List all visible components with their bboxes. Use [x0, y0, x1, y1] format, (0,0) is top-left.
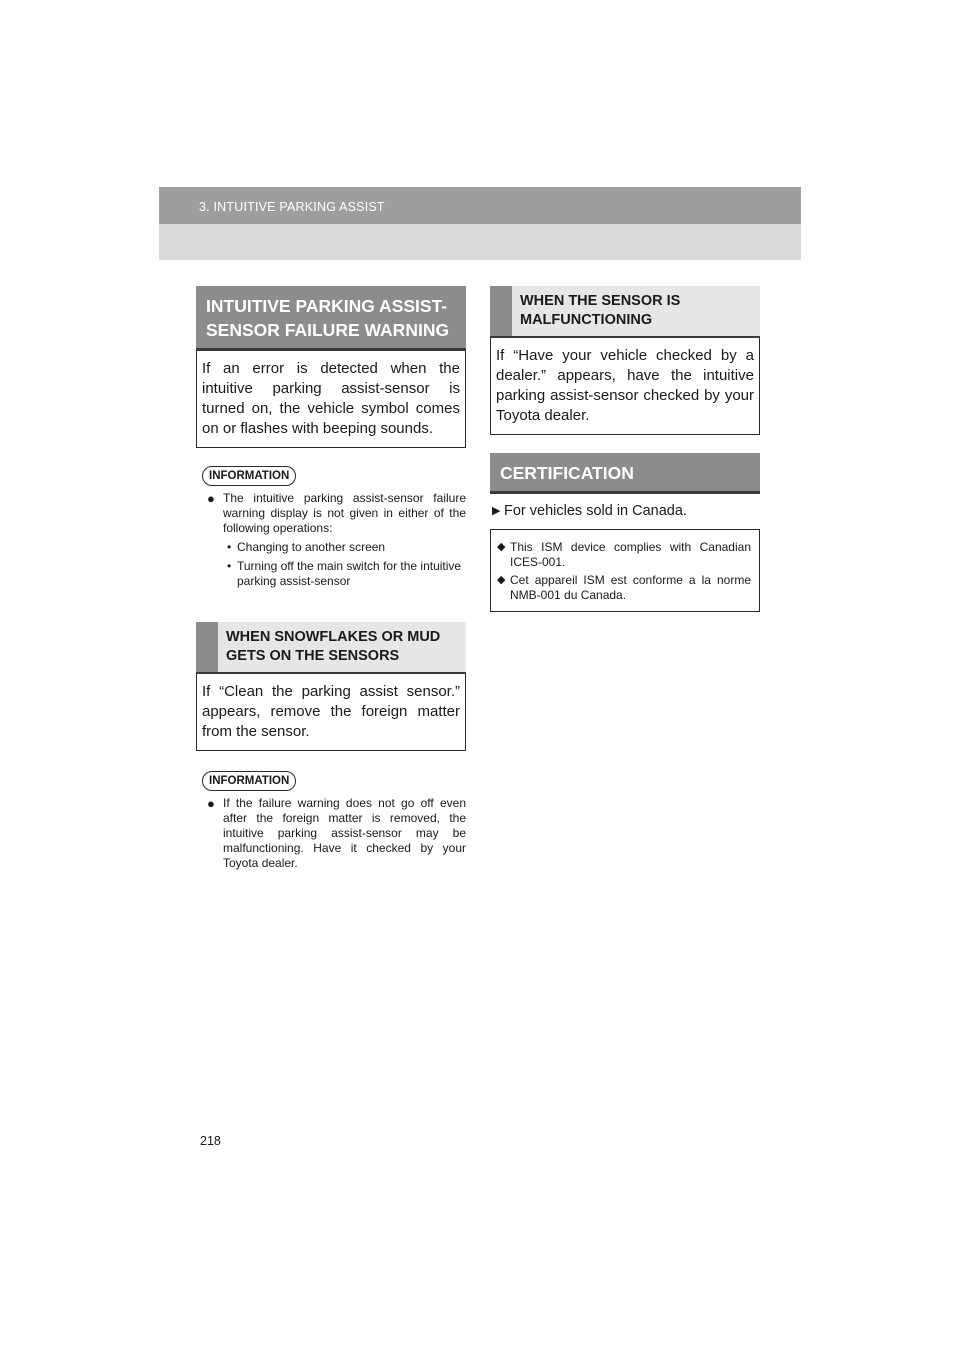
subsection-snowflakes [196, 622, 466, 751]
section-certification [490, 453, 760, 494]
malfunctioning-text: If “Have your vehicle checked by a dealer.” appears, have the intuitive parking assist-sensor checked by your Toyota dealer. [490, 338, 760, 435]
information-block-2 [202, 771, 466, 871]
snowflakes-text: If “Clean the parking assist sensor.” appears, remove the foreign matter from the sensor. [196, 674, 466, 751]
canada-line [492, 502, 760, 521]
information-badge: INFORMATION [202, 771, 296, 791]
information-block-1 [202, 466, 466, 589]
info-text: The intuitive parking assist-sensor failure warning display is not given in either of the following operations: [223, 491, 466, 535]
information-badge: INFORMATION [202, 466, 296, 486]
page-number: 218 [200, 1134, 221, 1148]
sub-bullet-icon: • [227, 559, 232, 573]
right-column [490, 286, 760, 612]
left-column [196, 286, 466, 871]
bullet-dot-icon: ● [207, 491, 215, 506]
diamond-bullet-icon: ◆ [497, 541, 506, 553]
section-title-failure-warning: INTUITIVE PARKING ASSIST-SENSOR FAILURE WARNING [196, 286, 466, 348]
triangle-right-icon: ▶ [492, 505, 501, 517]
chapter-header-band [159, 224, 801, 260]
failure-warning-text: If an error is detected when the intuitive parking assist-sensor is turned on, the vehicle symbol comes on or flashes with beeping sounds. [196, 351, 466, 448]
section-title-certification: CERTIFICATION [490, 453, 760, 491]
sub-bullet-icon: • [227, 540, 232, 554]
info-subitem: Turning off the main switch for the intuitive parking assist-sensor [237, 559, 462, 588]
subsection-title-malfunctioning: WHEN THE SENSOR IS MALFUNCTIONING [490, 286, 760, 336]
diamond-bullet-icon: ◆ [497, 574, 506, 586]
canada-text: For vehicles sold in Canada. [504, 503, 687, 519]
bullet-dot-icon: ● [207, 796, 215, 811]
info-text: If the failure warning does not go off even after the foreign matter is removed, the intuitive parking assist-sensor may be malfunctioning. Have it checked by your Toyota dealer. [223, 796, 466, 870]
chapter-title: 3. INTUITIVE PARKING ASSIST [199, 200, 385, 214]
cert-item: This ISM device complies with Canadian ICES-001. [510, 540, 751, 569]
subsection-title-snowflakes: WHEN SNOWFLAKES OR MUD GETS ON THE SENSORS [196, 622, 466, 672]
section-rule [490, 491, 760, 494]
info-subitem: Changing to another screen [237, 540, 386, 554]
chapter-header-bar [159, 187, 801, 224]
certification-box [490, 529, 760, 612]
cert-item: Cet appareil ISM est conforme a la norme NMB-001 du Canada. [510, 573, 751, 602]
